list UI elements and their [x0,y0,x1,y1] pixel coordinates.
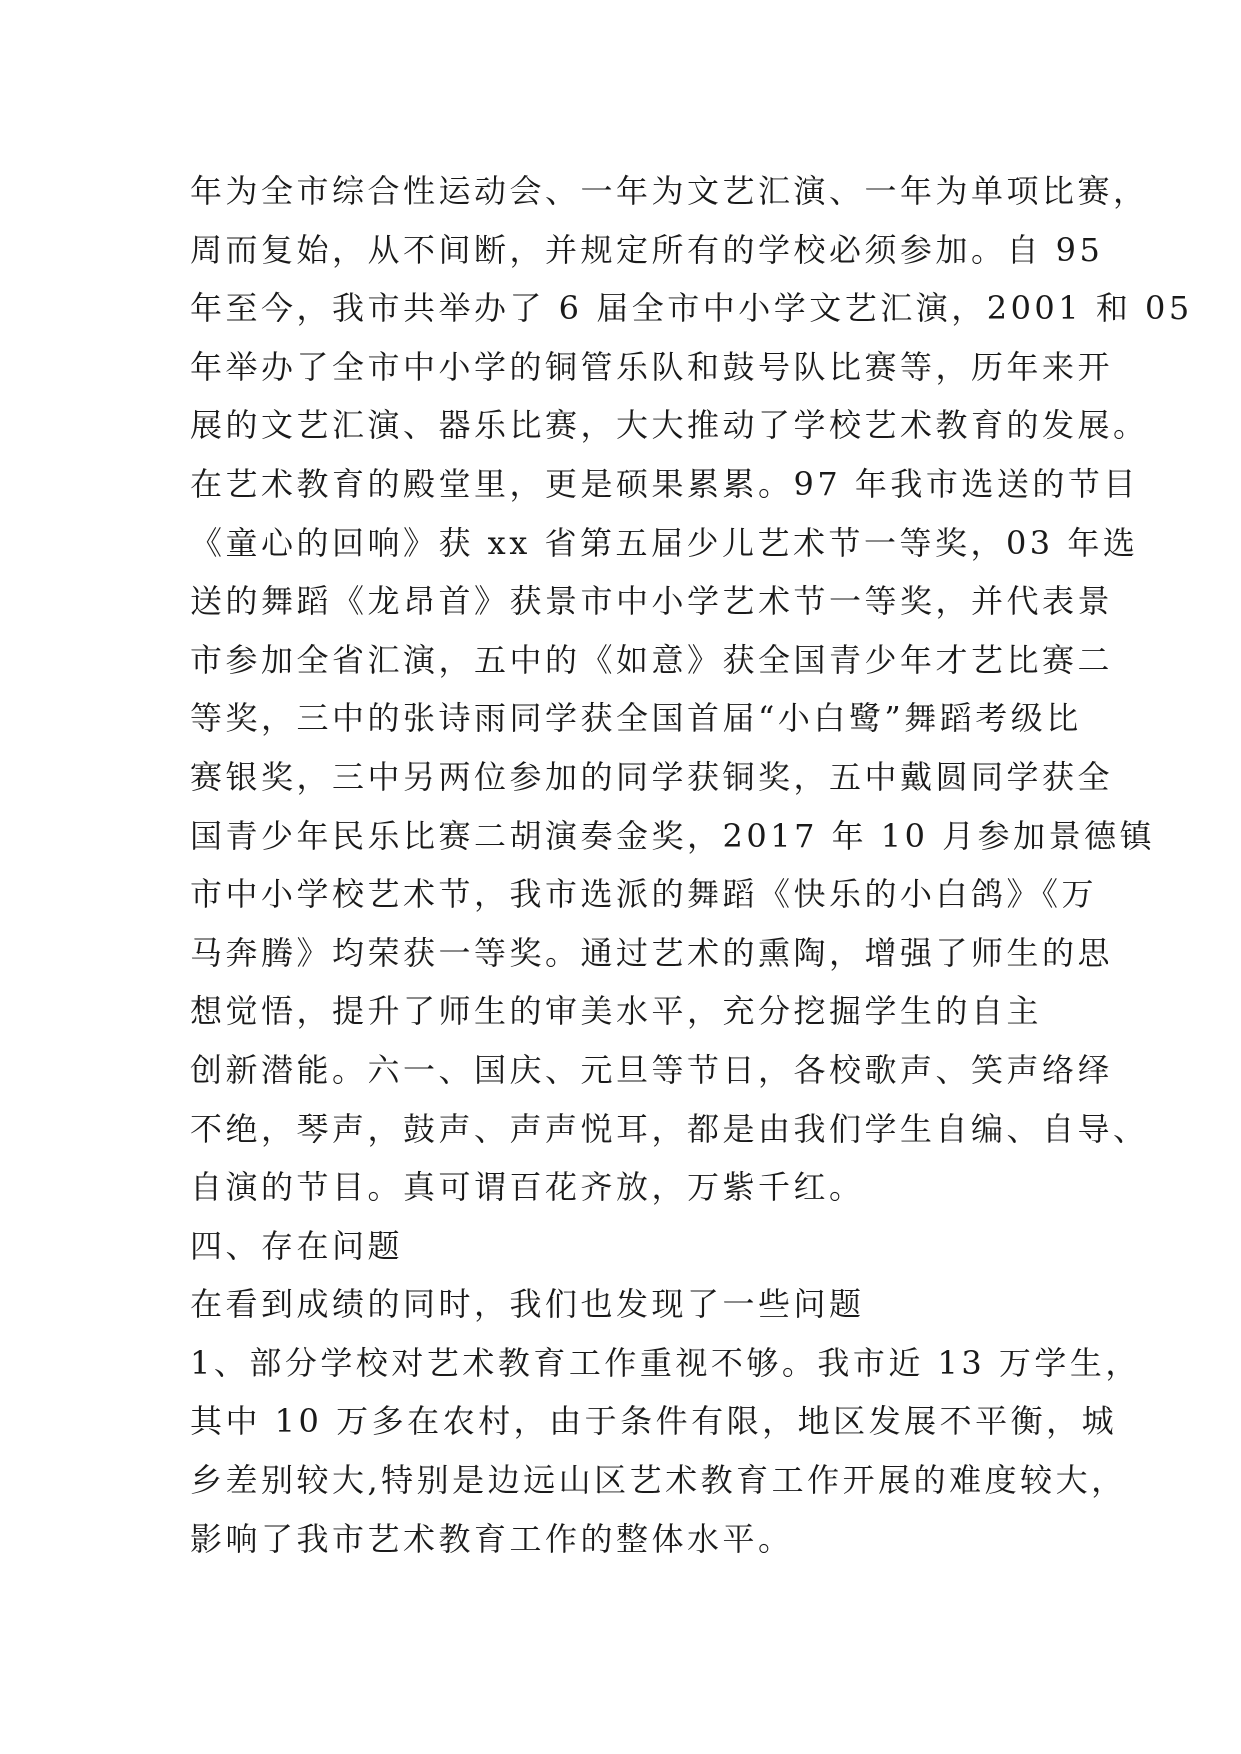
text-line: 周而复始，从不间断，并规定所有的学校必须参加。自 95 [190,230,1104,269]
text-line: 市中小学校艺术节，我市选派的舞蹈《快乐的小白鸽》《万 [190,875,1098,914]
text-line: 在艺术教育的殿堂里，更是硕果累累。97 年我市选送的节目 [190,464,1139,503]
text-line: 马奔腾》均荣获一等奖。通过艺术的熏陶，增强了师生的思 [190,933,1114,972]
text-line: 赛银奖，三中另两位参加的同学获铜奖，五中戴圆同学获全 [190,757,1114,796]
text-line: 《童心的回响》获 xx 省第五届少儿艺术节一等奖，03 年选 [190,523,1139,562]
section-heading: 四、存在问题 [190,1226,404,1265]
body-text [190,162,1193,1568]
text-line: 创新潜能。六一、国庆、元旦等节日，各校歌声、笑声络绎 [190,1050,1114,1089]
text-line: 自演的节目。真可谓百花齐放，万紫千红。 [190,1168,865,1207]
text-line: 国青少年民乐比赛二胡演奏金奖，2017 年 10 月参加景德镇 [190,816,1156,855]
text-line: 在看到成绩的同时，我们也发现了一些问题 [190,1285,865,1324]
text-line: 市参加全省汇演，五中的《如意》获全国青少年才艺比赛二 [190,640,1114,679]
text-line: 等奖，三中的张诗雨同学获全国首届“小白鹭”舞蹈考级比 [190,699,1082,738]
text-line: 1、部分学校对艺术教育工作重视不够。我市近 13 万学生， [190,1343,1141,1382]
text-line: 影响了我市艺术教育工作的整体水平。 [190,1519,794,1558]
text-line: 年举办了全市中小学的铜管乐队和鼓号队比赛等，历年来开 [190,347,1114,386]
text-line: 其中 10 万多在农村，由于条件有限，地区发展不平衡，城 [190,1402,1118,1441]
text-line: 不绝，琴声，鼓声、声声悦耳，都是由我们学生自编、自导、 [190,1109,1149,1148]
text-line: 年为全市综合性运动会、一年为文艺汇演、一年为单项比赛， [190,172,1149,210]
text-line: 年至今，我市共举办了 6 届全市中小学文艺汇演，2001 和 05 [190,289,1193,328]
text-line: 送的舞蹈《龙昂首》获景市中小学艺术节一等奖，并代表景 [190,582,1114,621]
text-line: 展的文艺汇演、器乐比赛，大大推动了学校艺术教育的发展。 [190,406,1149,445]
text-line: 乡差别较大,特别是边远山区艺术教育工作开展的难度较大， [190,1461,1127,1500]
text-line: 想觉悟，提升了师生的审美水平，充分挖掘学生的自主 [190,992,1043,1031]
